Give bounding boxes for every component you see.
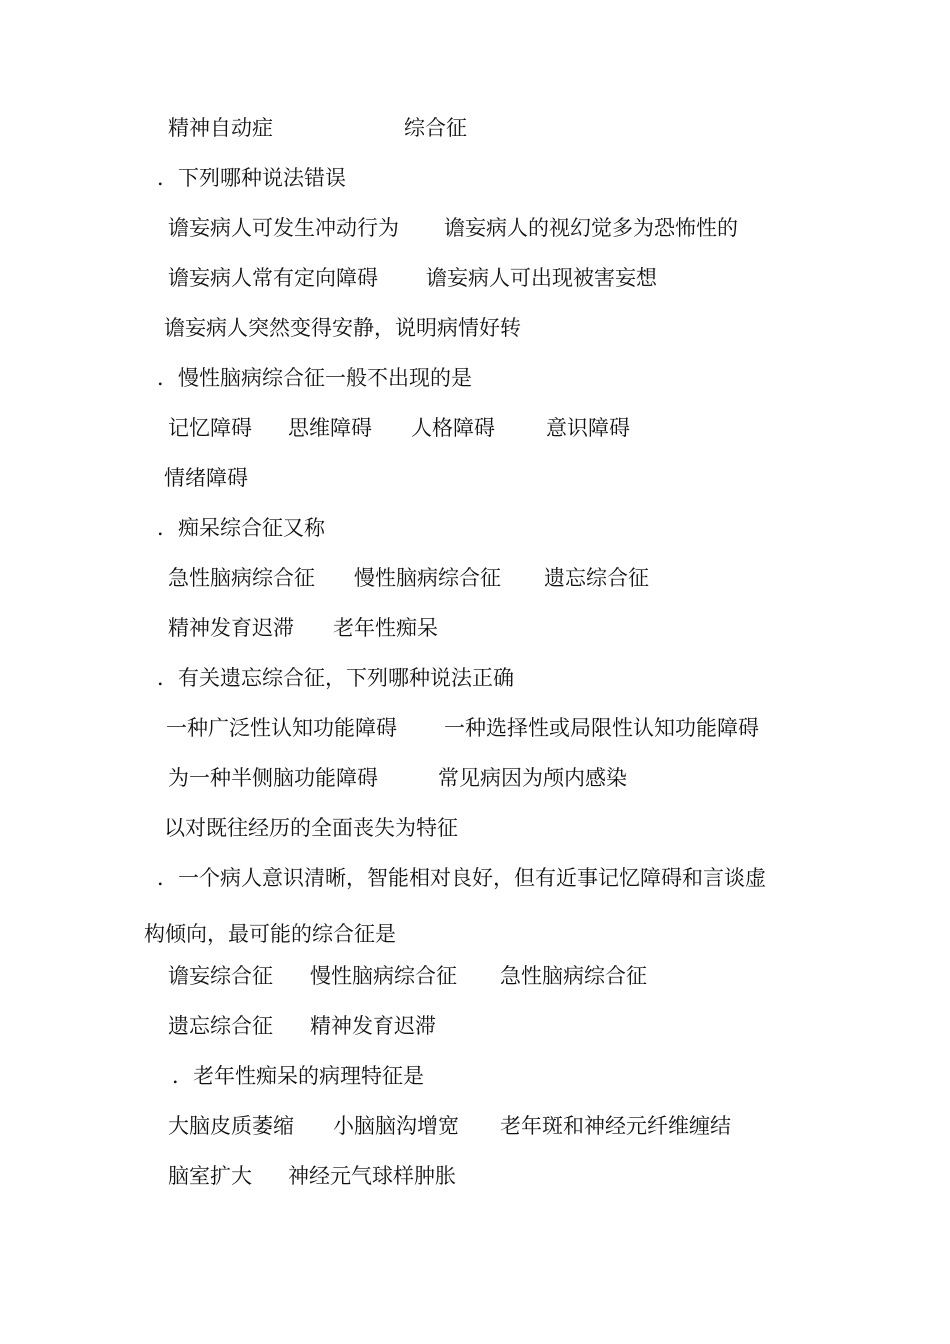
option-text: 谵妄病人常有定向障碍 <box>168 266 378 290</box>
option-text: 常见病因为颅内感染 <box>438 766 627 790</box>
option-text: 小脑脑沟增宽 <box>333 1114 459 1138</box>
option-text: 思维障碍 <box>288 416 372 440</box>
option-text: 遗忘综合征 <box>168 1014 273 1038</box>
option-text: 谵妄病人的视幻觉多为恐怖性的 <box>444 216 738 240</box>
option-text: 以对既往经历的全面丧失为特征 <box>164 816 458 840</box>
option-text: 急性脑病综合征 <box>168 566 315 590</box>
option-text: 神经元气球样肿胀 <box>288 1164 456 1188</box>
option-text: 精神发育迟滞 <box>168 616 294 640</box>
option-text: 脑室扩大 <box>168 1164 252 1188</box>
option-text: 急性脑病综合征 <box>500 964 647 988</box>
option-text: 精神自动症 <box>168 116 273 140</box>
option-text: 谵妄病人突然变得安静，说明病情好转 <box>164 316 521 340</box>
option-text: 谵妄病人可出现被害妄想 <box>426 266 657 290</box>
option-text: 慢性脑病综合征 <box>310 964 457 988</box>
option-text: 一种广泛性认知功能障碍 <box>166 716 397 740</box>
option-text: 为一种半侧脑功能障碍 <box>168 766 378 790</box>
option-text: 综合征 <box>404 116 467 140</box>
question-text: ．慢性脑病综合征一般不出现的是 <box>157 366 472 390</box>
option-text: 慢性脑病综合征 <box>354 566 501 590</box>
option-text: 谵妄综合征 <box>168 964 273 988</box>
option-text: 一种选择性或局限性认知功能障碍 <box>444 716 759 740</box>
option-text: 谵妄病人可发生冲动行为 <box>168 216 399 240</box>
question-text: ．下列哪种说法错误 <box>157 166 346 190</box>
question-text: ．痴呆综合征又称 <box>157 516 325 540</box>
option-text: 老年性痴呆 <box>333 616 438 640</box>
question-text: ．一个病人意识清晰，智能相对良好，但有近事记忆障碍和言谈虚 <box>157 866 766 890</box>
option-text: 精神发育迟滞 <box>310 1014 436 1038</box>
option-text: 情绪障碍 <box>164 466 248 490</box>
option-text: 遗忘综合征 <box>544 566 649 590</box>
option-text: 意识障碍 <box>546 416 630 440</box>
option-text: 老年斑和神经元纤维缠结 <box>500 1114 731 1138</box>
option-text: 记忆障碍 <box>168 416 252 440</box>
question-text: ．老年性痴呆的病理特征是 <box>172 1064 424 1088</box>
question-text: ．有关遗忘综合征，下列哪种说法正确 <box>157 666 514 690</box>
question-text-continued: 构倾向，最可能的综合征是 <box>144 922 396 946</box>
option-text: 人格障碍 <box>411 416 495 440</box>
option-text: 大脑皮质萎缩 <box>168 1114 294 1138</box>
